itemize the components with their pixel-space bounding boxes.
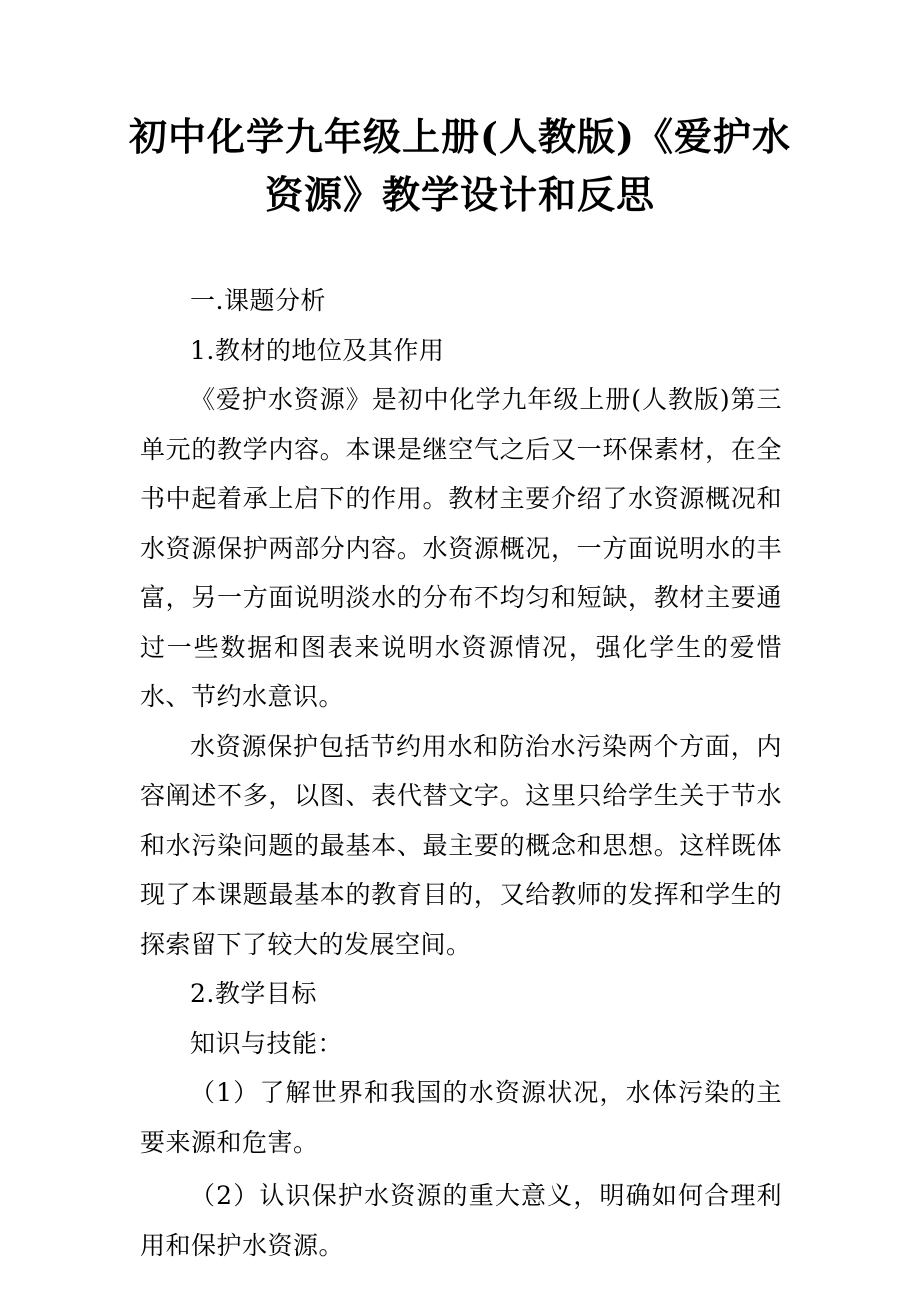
paragraph-water-protection: 水资源保护包括节约用水和防治水污染两个方面，内容阐述不多，以图、表代替文字。这里只给学生关于节水和水污染问题的最基本、最主要的概念和思想。这样既体现了本课题最基本的教育目的，又给教师的发挥和学生的探索留下了较大的发展空间。 (140, 731, 782, 959)
goals-label-knowledge: 知识与技能： (190, 1028, 344, 1058)
paragraph-textbook-overview: 《爱护水资源》是初中化学九年级上册(人教版)第三单元的教学内容。本课是继空气之后又一环保素材，在全书中起着承上启下的作用。教材主要介绍了水资源概况和水资源保护两部分内容。水资源概况，一方面说明水的丰富，另一方面说明淡水的分布不均匀和短缺，教材主要通过一些数据和图表来说明水资源情况，强化学生的爱惜水、节约水意识。 (140, 385, 782, 711)
section-heading-analysis: 一.课题分析 (190, 286, 326, 315)
title-line-2: 资源》教学设计和反思 (264, 172, 655, 217)
goal-item-2: （2）认识保护水资源的重大意义，明确如何合理利用和保护水资源。 (140, 1181, 782, 1260)
goal-item-1: （1）了解世界和我国的水资源状况，水体污染的主要来源和危害。 (140, 1078, 782, 1157)
title-line-1: 初中化学九年级上册(人教版)《爱护水 (129, 114, 791, 159)
subsection-heading-role: 1.教材的地位及其作用 (190, 335, 445, 365)
document-title (120, 108, 800, 224)
subsection-heading-goals: 2.教学目标 (190, 979, 317, 1008)
document-body (140, 276, 782, 1270)
